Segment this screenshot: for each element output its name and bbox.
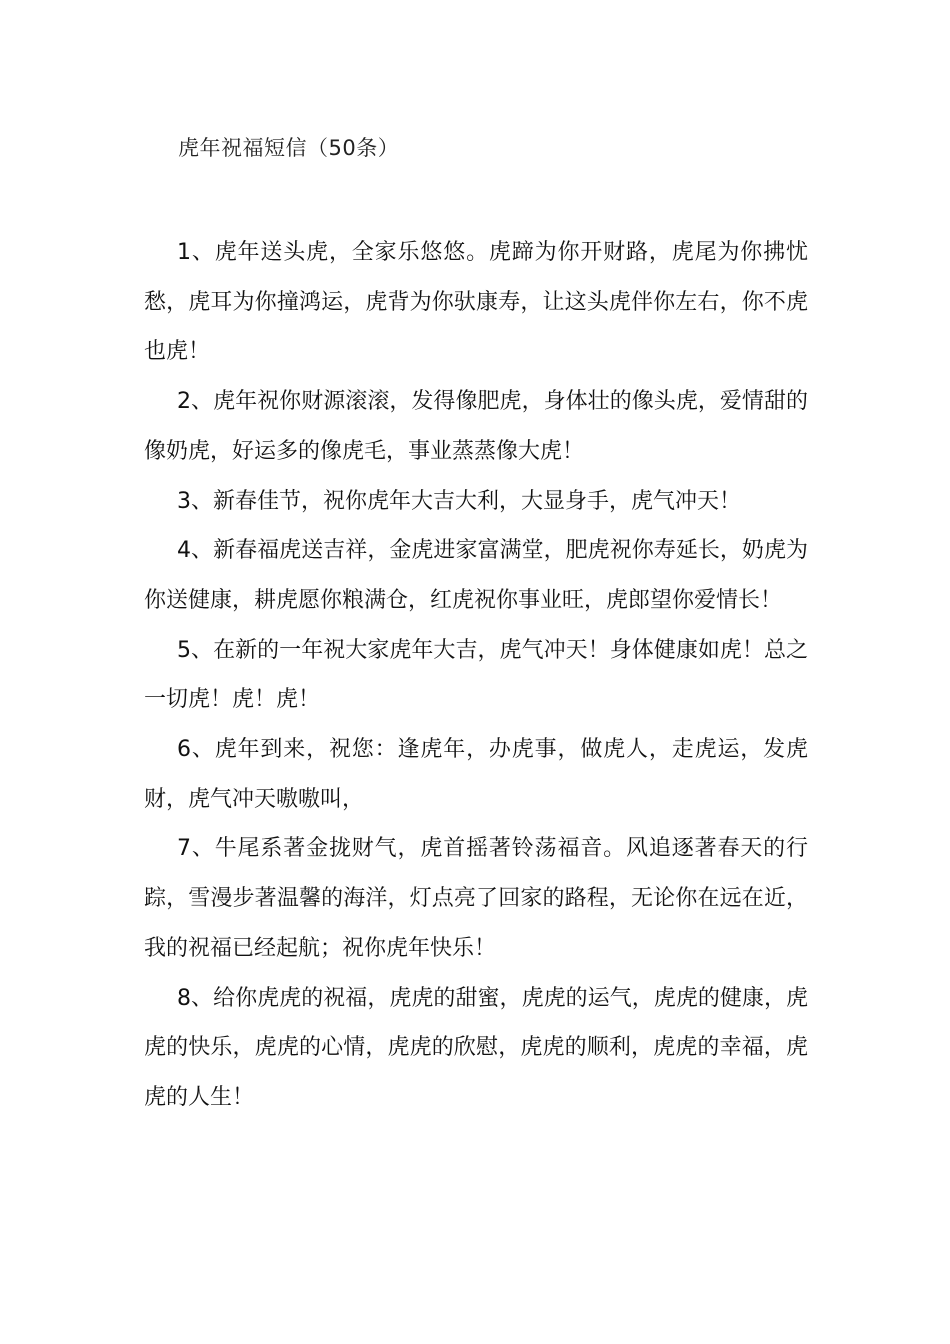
paragraph-8: 8、给你虎虎的祝福，虎虎的甜蜜，虎虎的运气，虎虎的健康，虎虎的快乐，虎虎的心情，虎虎的欣慰，虎虎的顺利，虎虎的幸福，虎虎的人生！ xyxy=(144,985,808,1110)
paragraph-7: 7、牛尾系著金拢财气，虎首摇著铃荡福音。风追逐著春天的行踪，雪漫步著温馨的海洋，灯点亮了回家的路程，无论你在远在近，我的祝福已经起航；祝你虎年快乐！ xyxy=(144,836,808,961)
paragraph-2: 2、虎年祝你财源滚滚，发得像肥虎，身体壮的像头虎，爱情甜的像奶虎，好运多的像虎毛，事业蒸蒸像大虎！ xyxy=(144,389,808,464)
paragraph-1: 1、虎年送头虎，全家乐悠悠。虎蹄为你开财路，虎尾为你拂忧愁，虎耳为你撞鸿运，虎背为你驮康寿，让这头虎伴你左右，你不虎也虎！ xyxy=(144,240,808,365)
document-title: 虎年祝福短信（50条） xyxy=(178,136,400,160)
paragraph-3: 3、新春佳节，祝你虎年大吉大利，大显身手，虎气冲天！ xyxy=(177,488,741,514)
paragraph-6: 6、虎年到来，祝您：逢虎年，办虎事，做虎人，走虎运，发虎财，虎气冲天嗷嗷叫， xyxy=(144,737,808,812)
paragraph-4: 4、新春福虎送吉祥，金虎进家富满堂，肥虎祝你寿延长，奶虎为你送健康，耕虎愿你粮满仓，红虎祝你事业旺，虎郎望你爱情长！ xyxy=(144,538,808,613)
document-body xyxy=(144,228,808,1123)
paragraph-5: 5、在新的一年祝大家虎年大吉，虎气冲天！身体健康如虎！总之一切虎！虎！虎！ xyxy=(144,637,808,713)
